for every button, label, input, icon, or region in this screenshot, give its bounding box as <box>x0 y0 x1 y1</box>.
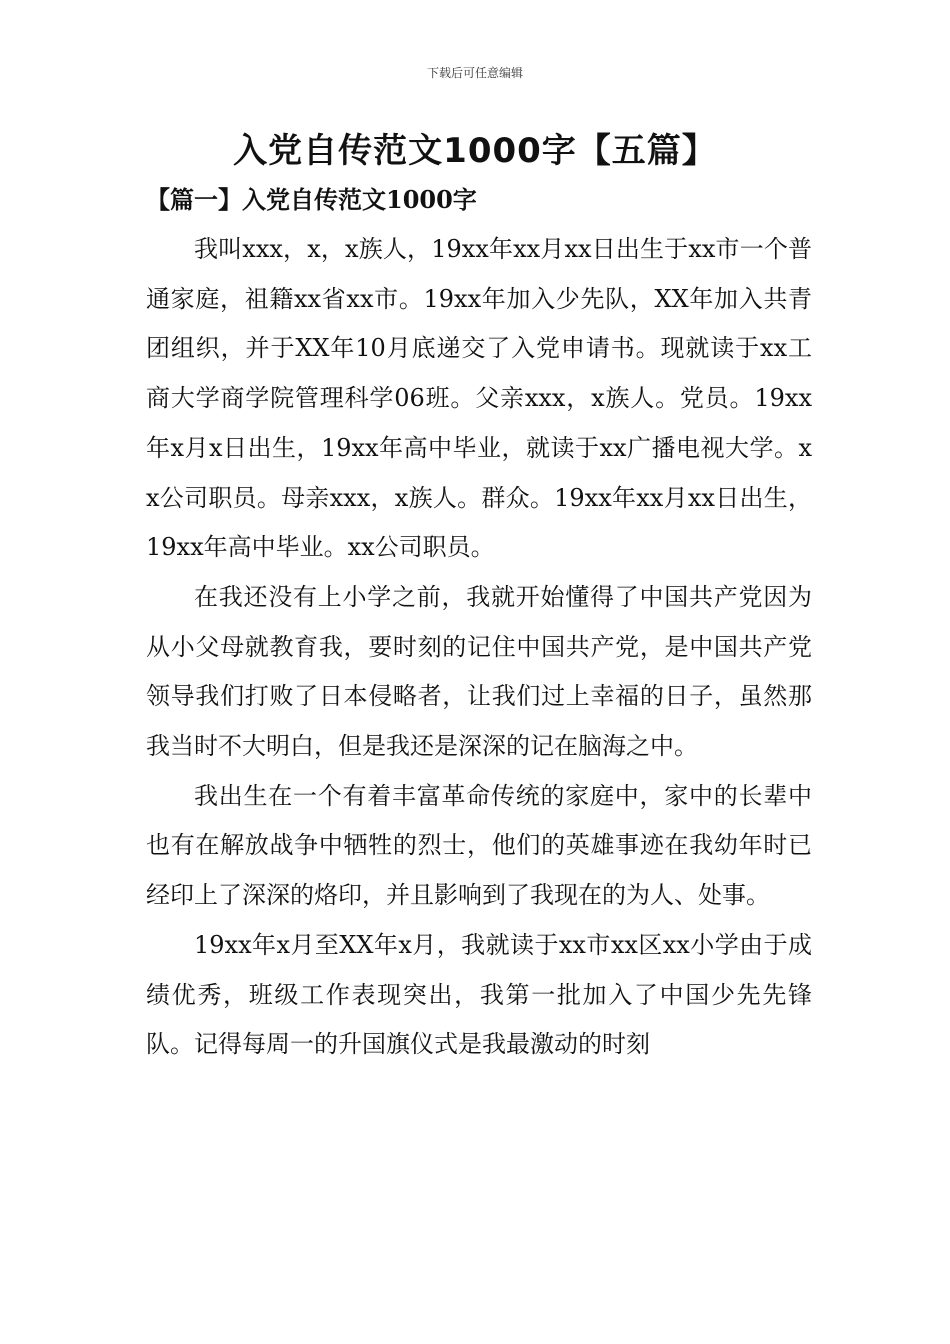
paragraph-3: 我出生在一个有着丰富革命传统的家庭中，家中的长辈中也有在解放战争中牺牲的烈士，他们的英雄事迹在我幼年时已经印上了深深的烙印，并且影响到了我现在的为人、处事。 <box>146 781 812 910</box>
paragraph-1: 我叫xxx，x，x族人，19xx年xx月xx日出生于xx市一个普通家庭，祖籍xx省xx市。19xx年加入少先队，XX年加入共青团组织，并于XX年10月底递交了入党申请书。现就读于xx工商大学商学院管理科学06班。父亲xxx，x族人。党员。19xx年x月x日出生，19xx年高中毕业，就读于xx广播电视大学。xx公司职员。母亲xxx，x族人。群众。19xx年xx月xx日出生，19xx年高中毕业。xx公司职员。 <box>146 235 812 562</box>
paragraph-4: 19xx年x月至XX年x月，我就读于xx市xx区xx小学由于成绩优秀，班级工作表现突出，我第一批加入了中国少先先锋队。记得每周一的升国旗仪式是我最激动的时刻 <box>146 930 812 1059</box>
document-title: 入党自传范文1000字【五篇】 <box>233 131 717 171</box>
header-note: 下载后可任意编辑 <box>426 66 523 80</box>
body-text <box>146 225 812 1070</box>
paragraph-2: 在我还没有上小学之前，我就开始懂得了中国共产党因为从小父母就教育我，要时刻的记住中国共产党，是中国共产党领导我们打败了日本侵略者，让我们过上幸福的日子，虽然那我当时不大明白，但是我还是深深的记在脑海之中。 <box>146 582 812 761</box>
section-heading: 【篇一】入党自传范文1000字 <box>146 185 477 214</box>
